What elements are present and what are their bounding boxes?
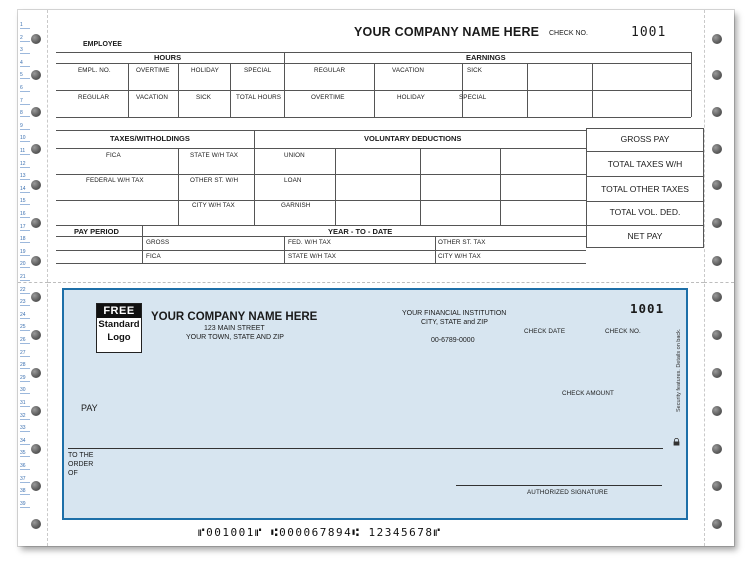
line-number: 22 (20, 287, 30, 294)
line-number: 17 (20, 224, 30, 231)
check-no-label: CHECK NO. (605, 328, 641, 335)
vol-loan: LOAN (284, 177, 302, 184)
employee-label: EMPLOYEE (83, 41, 122, 48)
check-number: 1001 (630, 301, 665, 316)
line-number: 34 (20, 438, 30, 445)
of-label: OF (68, 470, 78, 477)
pay-label: PAY (81, 403, 98, 413)
to-the-label: TO THE (68, 452, 94, 459)
line-number: 14 (20, 186, 30, 193)
ytd-fica: FICA (146, 253, 161, 260)
right-feed-hole (712, 519, 722, 529)
hours-r1-c2: OVERTIME (136, 67, 170, 74)
line-number: 15 (20, 198, 30, 205)
total-other-taxes: TOTAL OTHER TAXES (601, 184, 689, 194)
line-number: 4 (20, 60, 30, 67)
line-number: 18 (20, 236, 30, 243)
hours-r1-c3: HOLIDAY (191, 67, 219, 74)
hours-r2-c4: TOTAL HOURS (236, 94, 282, 101)
earnings-r1-c2: VACATION (392, 67, 425, 74)
right-feed-hole (712, 330, 722, 340)
earnings-r2-c3: SPECIAL (459, 94, 487, 101)
line-number: 26 (20, 337, 30, 344)
perforation-line (48, 282, 704, 283)
line-number: 37 (20, 476, 30, 483)
right-feed-hole (712, 34, 722, 44)
right-strip-perforation (704, 282, 734, 283)
line-number: 1 (20, 22, 30, 29)
ytd-fed-wh: FED. W/H TAX (288, 239, 331, 246)
order-label: ORDER (68, 461, 94, 468)
vol-garnish: GARNISH (281, 202, 311, 209)
earnings-r1-c3: SICK (467, 67, 483, 74)
free-standard-logo (96, 303, 142, 353)
left-feed-hole (31, 519, 41, 529)
check-body (62, 288, 688, 520)
logo-badge: FREE (97, 304, 141, 318)
ytd-header: YEAR - TO - DATE (328, 227, 393, 236)
right-feed-hole (712, 481, 722, 491)
micr-line: ⑈001001⑈ ⑆000067894⑆ 12345678⑈ (198, 526, 442, 539)
left-feed-hole (31, 330, 41, 340)
left-feed-hole (31, 292, 41, 302)
right-feed-hole (712, 444, 722, 454)
stub-check-no-label: CHECK NO. (549, 30, 588, 37)
line-number: 35 (20, 450, 30, 457)
line-number: 28 (20, 362, 30, 369)
line-number: 39 (20, 501, 30, 508)
right-feed-hole (712, 218, 722, 228)
left-feed-hole (31, 406, 41, 416)
vol-union: UNION (284, 152, 305, 159)
tax-city-wh: CITY W/H TAX (192, 202, 235, 209)
left-feed-hole (31, 368, 41, 378)
hours-header: HOURS (154, 53, 182, 62)
left-feed-hole (31, 34, 41, 44)
left-feed-hole (31, 444, 41, 454)
right-feed-hole (712, 292, 722, 302)
taxes-header: TAXES/WITHOLDINGS (110, 134, 190, 143)
line-number: 6 (20, 85, 30, 92)
earnings-header: EARNINGS (466, 53, 506, 62)
tax-federal-wh: FEDERAL W/H TAX (86, 177, 144, 184)
earnings-r2-c2: HOLIDAY (397, 94, 425, 101)
right-feed-hole (712, 256, 722, 266)
line-number: 30 (20, 387, 30, 394)
stub-check-no: 1001 (631, 25, 667, 40)
left-feed-hole (31, 256, 41, 266)
right-feed-hole (712, 107, 722, 117)
line-number: 20 (20, 261, 30, 268)
line-number: 8 (20, 110, 30, 117)
line-number: 29 (20, 375, 30, 382)
pay-period-label: PAY PERIOD (74, 227, 119, 236)
stub-company-name: YOUR COMPANY NAME HERE (354, 25, 540, 39)
left-feed-hole (31, 218, 41, 228)
routing-fraction: 00-6789-0000 (431, 337, 475, 344)
hours-r2-c2: VACATION (136, 94, 169, 101)
check-date-label: CHECK DATE (524, 328, 566, 335)
line-number: 13 (20, 173, 30, 180)
line-number: 10 (20, 135, 30, 142)
pay-stub (56, 22, 704, 272)
line-number: 12 (20, 161, 30, 168)
line-number: 21 (20, 274, 30, 281)
line-number: 25 (20, 324, 30, 331)
totals-box (586, 128, 704, 248)
hours-r2-c1: REGULAR (78, 94, 110, 101)
total-vol-ded: TOTAL VOL. DED. (609, 207, 681, 217)
line-number: 23 (20, 299, 30, 306)
right-feed-hole (712, 144, 722, 154)
ytd-city-wh: CITY W/H TAX (438, 253, 481, 260)
line-number: 3 (20, 47, 30, 54)
right-feed-hole (712, 180, 722, 190)
right-feed-hole (712, 70, 722, 80)
total-gross-pay: GROSS PAY (620, 134, 670, 144)
left-feed-hole (31, 70, 41, 80)
left-feed-hole (31, 144, 41, 154)
ytd-state-wh: STATE W/H TAX (288, 253, 337, 260)
logo-line-2: Logo (107, 331, 131, 343)
line-number: 5 (20, 72, 30, 79)
line-number: 33 (20, 425, 30, 432)
check-street: 123 MAIN STREET (204, 325, 265, 332)
line-number: 27 (20, 350, 30, 357)
bank-name: YOUR FINANCIAL INSTITUTION (402, 310, 507, 317)
left-feed-hole (31, 107, 41, 117)
left-feed-hole (31, 180, 41, 190)
ytd-gross: GROSS (146, 239, 170, 246)
padlock-icon (673, 438, 680, 446)
left-tractor-strip (18, 10, 48, 546)
total-taxes-wh: TOTAL TAXES W/H (607, 159, 683, 169)
hours-r2-c3: SICK (196, 94, 212, 101)
line-number: 38 (20, 488, 30, 495)
line-number: 16 (20, 211, 30, 218)
line-number: 9 (20, 123, 30, 130)
check-amount-label: CHECK AMOUNT (562, 390, 614, 397)
earnings-r2-c1: OVERTIME (311, 94, 345, 101)
check-city-line: YOUR TOWN, STATE AND ZIP (186, 334, 284, 341)
left-strip-perforation (18, 282, 48, 283)
voluntary-header: VOLUNTARY DEDUCTIONS (364, 134, 462, 143)
bank-city: CITY, STATE and ZIP (421, 319, 488, 326)
authorized-signature-label: AUTHORIZED SIGNATURE (527, 489, 608, 496)
line-number: 11 (20, 148, 30, 155)
tax-other-st-wh: OTHER ST. W/H (190, 177, 239, 184)
security-note: Security features. Details on back. (676, 328, 682, 412)
line-number: 2 (20, 35, 30, 42)
left-feed-hole (31, 481, 41, 491)
hours-r1-c1: EMPL. NO. (78, 67, 111, 74)
logo-line-1: Standard (98, 319, 140, 330)
continuous-check-form (18, 10, 734, 546)
ytd-other-st: OTHER ST. TAX (438, 239, 486, 246)
line-number: 7 (20, 98, 30, 105)
line-number: 36 (20, 463, 30, 470)
right-feed-hole (712, 368, 722, 378)
line-number: 32 (20, 413, 30, 420)
check-company-name: YOUR COMPANY NAME HERE (151, 311, 318, 323)
line-number: 19 (20, 249, 30, 256)
right-feed-hole (712, 406, 722, 416)
right-tractor-strip (704, 10, 734, 546)
earnings-r1-c1: REGULAR (314, 67, 346, 74)
tax-state-wh: STATE W/H TAX (190, 152, 239, 159)
tax-fica: FICA (106, 152, 121, 159)
net-pay: NET PAY (627, 231, 663, 241)
line-number: 24 (20, 312, 30, 319)
line-number: 31 (20, 400, 30, 407)
hours-r1-c4: SPECIAL (244, 67, 272, 74)
